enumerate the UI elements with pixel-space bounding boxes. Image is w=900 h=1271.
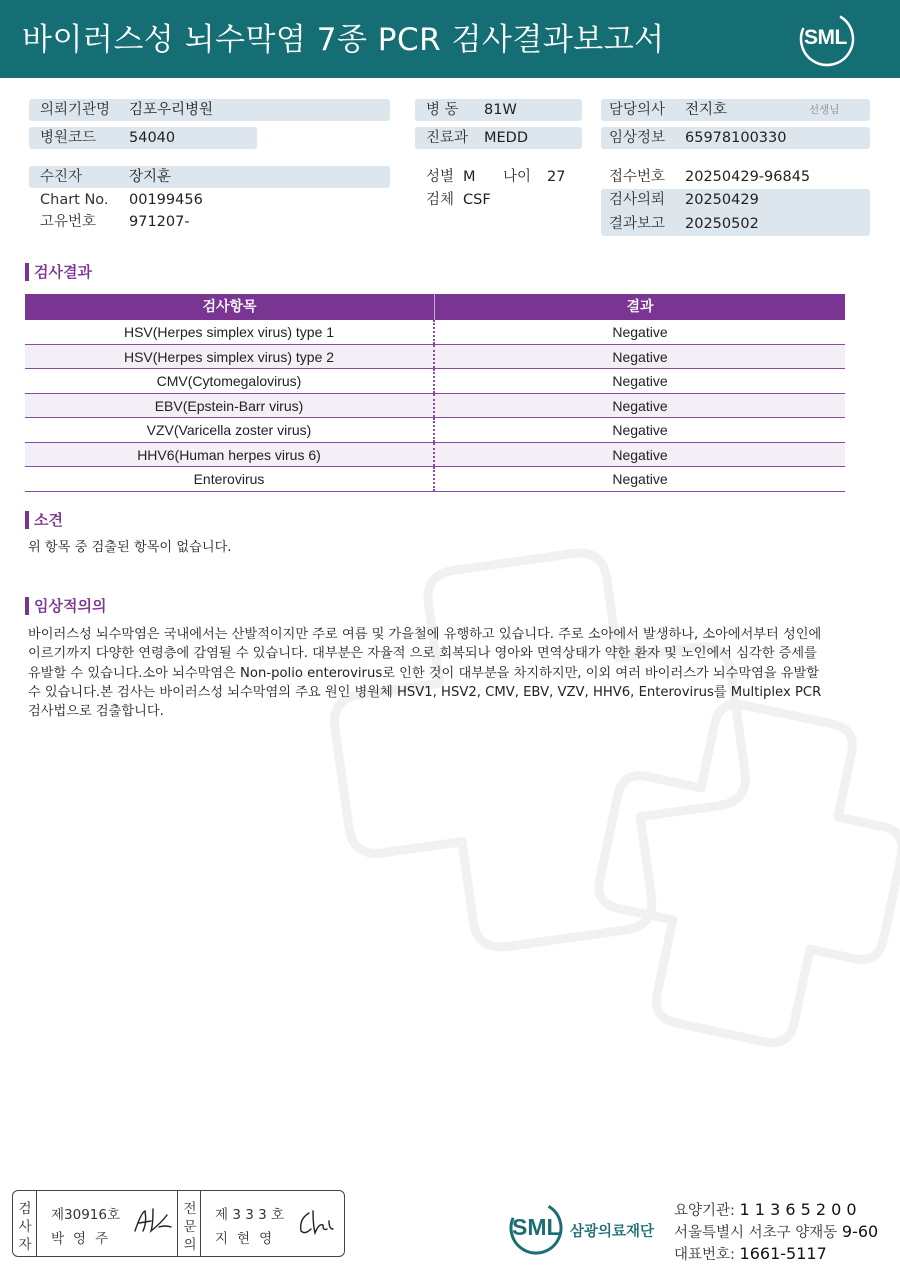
clinical-line: 이르기까지 다양한 연령층에 감염될 수 있습니다. 대부분은 자율적 으로 회복되나 영아와 면역상태가 약한 환자 및 노인에서 심각한 증세를 bbox=[28, 646, 817, 662]
clinical-significance-heading: 임상적의의 bbox=[25, 596, 106, 616]
table-row bbox=[25, 394, 845, 419]
row-item: HSV(Herpes simplex virus) type 1 bbox=[25, 320, 435, 344]
phone-line bbox=[674, 1243, 827, 1264]
receipt-value: 20250429-96845 bbox=[685, 169, 811, 185]
table-row bbox=[25, 467, 845, 492]
header-logo-text: SML bbox=[804, 26, 847, 49]
institution-value: 김포우리병원 bbox=[129, 102, 214, 118]
doctor-value: 전지호 bbox=[685, 102, 728, 118]
row-result: Negative bbox=[612, 422, 668, 438]
row-item: CMV(Cytomegalovirus) bbox=[25, 369, 435, 393]
signature-box bbox=[12, 1190, 345, 1257]
clinical-info-label: 임상정보 bbox=[609, 130, 666, 146]
patient-value: 장지훈 bbox=[129, 169, 172, 185]
doctor-suffix: 선생님 bbox=[809, 104, 840, 116]
inspector-signature bbox=[131, 1205, 175, 1237]
address: 서울특별시 서초구 양재동 bbox=[674, 1225, 838, 1241]
dept-row bbox=[415, 127, 582, 149]
row-item: Enterovirus bbox=[25, 467, 435, 491]
row-item: VZV(Varicella zoster virus) bbox=[25, 418, 435, 442]
specialist-license: 제 3 3 3 호 bbox=[215, 1207, 285, 1223]
unique-id-value: 971207- bbox=[129, 214, 190, 230]
inspector-label-char: 자 bbox=[18, 1237, 32, 1253]
chart-label: Chart No. bbox=[40, 192, 109, 208]
hospital-code-value: 54040 bbox=[129, 130, 176, 146]
report-date-value: 20250502 bbox=[685, 216, 759, 232]
clinical-line: 검사법으로 검출합니다. bbox=[28, 704, 164, 720]
row-result: Negative bbox=[612, 446, 668, 463]
row-result: Negative bbox=[612, 324, 668, 340]
results-table bbox=[25, 294, 845, 492]
row-result: Negative bbox=[612, 471, 668, 487]
row-item: HHV6(Human herpes virus 6) bbox=[25, 443, 435, 467]
specialist-label-char: 문 bbox=[183, 1219, 197, 1235]
ward-label: 병 동 bbox=[426, 102, 459, 118]
hospital-code-label: 병원코드 bbox=[40, 130, 97, 146]
findings-heading: 소견 bbox=[25, 510, 63, 530]
row-result: Negative bbox=[612, 397, 668, 414]
care-institution-no: 1 1 3 6 5 2 0 0 bbox=[739, 1200, 857, 1219]
specimen-label: 검체 bbox=[426, 192, 455, 208]
specialist-name: 지현영 bbox=[215, 1231, 282, 1247]
hospital-code-row bbox=[29, 127, 257, 149]
address-no: 9-60 bbox=[841, 1222, 879, 1241]
clinical-line: 유발할 수 있습니다.소아 뇌수막염은 Non-polio enterovirus로 인한 것이 대부분을 차지하지만, 이외 여러 바이러스가 뇌수막염을 유발할 bbox=[28, 665, 820, 681]
report-title: 바이러스성 뇌수막염 7종 PCR 검사결과보고서 bbox=[22, 22, 665, 58]
unique-id-label: 고유번호 bbox=[40, 214, 97, 230]
age-label: 나이 bbox=[503, 169, 532, 185]
inspector-name: 박영주 bbox=[51, 1231, 118, 1247]
institution-label: 의뢰기관명 bbox=[40, 102, 111, 118]
specialist-label-char: 의 bbox=[183, 1237, 197, 1253]
clinical-info-value: 65978100330 bbox=[685, 130, 787, 146]
findings-text: 위 항목 중 검출된 항목이 없습니다. bbox=[28, 540, 232, 555]
request-date-label: 검사의뢰 bbox=[609, 192, 666, 208]
clinical-significance-text bbox=[28, 625, 878, 721]
footer-org-name: 삼광의료재단 bbox=[570, 1224, 655, 1240]
dept-value: MEDD bbox=[484, 130, 529, 146]
chart-value: 00199456 bbox=[129, 192, 203, 208]
sex-value: M bbox=[463, 169, 476, 185]
care-institution-label: 요양기관: bbox=[674, 1203, 735, 1219]
chart-row bbox=[29, 189, 390, 211]
report-date-label: 결과보고 bbox=[609, 216, 666, 232]
ward-row bbox=[415, 99, 582, 121]
sex-label: 성별 bbox=[426, 169, 455, 185]
doctor-row bbox=[601, 99, 870, 121]
row-result: Negative bbox=[612, 373, 668, 389]
address-line bbox=[674, 1221, 878, 1242]
inspector-label-char: 검 bbox=[18, 1201, 32, 1217]
receipt-row bbox=[601, 166, 870, 188]
care-institution-line bbox=[674, 1199, 857, 1220]
dates-box bbox=[601, 189, 870, 236]
report-header bbox=[0, 0, 900, 78]
inspector-license: 제30916호 bbox=[51, 1207, 121, 1223]
inspector-label-char: 사 bbox=[18, 1219, 32, 1235]
results-heading: 검사결과 bbox=[25, 262, 92, 282]
unique-id-row bbox=[29, 211, 390, 233]
results-table-header bbox=[25, 294, 845, 320]
phone-value: 1661-5117 bbox=[739, 1244, 827, 1263]
clinical-line: 수 있습니다.본 검사는 바이러스성 뇌수막염의 주요 원인 병원체 HSV1, HSV2, CMV, EBV, VZV, HHV6, Enterovirus를 Multiplex PCR bbox=[28, 684, 822, 700]
institution-row bbox=[29, 99, 390, 121]
patient-row bbox=[29, 166, 390, 188]
dept-label: 진료과 bbox=[426, 130, 469, 146]
request-date-value: 20250429 bbox=[685, 192, 759, 208]
phone-label: 대표번호: bbox=[674, 1247, 735, 1263]
receipt-label: 접수번호 bbox=[609, 169, 666, 185]
table-row bbox=[25, 345, 845, 370]
ward-value: 81W bbox=[484, 102, 517, 118]
patient-label: 수진자 bbox=[40, 169, 83, 185]
row-result: Negative bbox=[612, 348, 668, 365]
sex-age-row bbox=[415, 166, 582, 188]
age-value: 27 bbox=[547, 169, 566, 185]
clinical-line: 바이러스성 뇌수막염은 국내에서는 산발적이지만 주로 여름 및 가을철에 유행하고 있습니다. 주로 소아에서 발생하나, 소아에서부터 성인에 bbox=[28, 627, 822, 642]
row-item: HSV(Herpes simplex virus) type 2 bbox=[25, 345, 435, 369]
specialist-signature bbox=[295, 1207, 337, 1239]
table-row bbox=[25, 320, 845, 345]
table-row bbox=[25, 418, 845, 443]
table-row bbox=[25, 443, 845, 468]
specialist-label-cell bbox=[177, 1191, 201, 1256]
specimen-row bbox=[415, 189, 582, 211]
col-header-result: 결과 bbox=[626, 299, 654, 315]
watermark-cross-pattern bbox=[330, 540, 900, 1100]
clinical-info-row bbox=[601, 127, 870, 149]
specimen-value: CSF bbox=[463, 192, 491, 208]
inspector-label-cell bbox=[13, 1191, 37, 1256]
doctor-label: 담당의사 bbox=[609, 102, 666, 118]
footer-logo-text: SML bbox=[512, 1214, 561, 1240]
table-row bbox=[25, 369, 845, 394]
row-item: EBV(Epstein-Barr virus) bbox=[25, 394, 435, 418]
specialist-label-char: 전 bbox=[183, 1201, 197, 1217]
col-header-item: 검사항목 bbox=[25, 294, 435, 320]
